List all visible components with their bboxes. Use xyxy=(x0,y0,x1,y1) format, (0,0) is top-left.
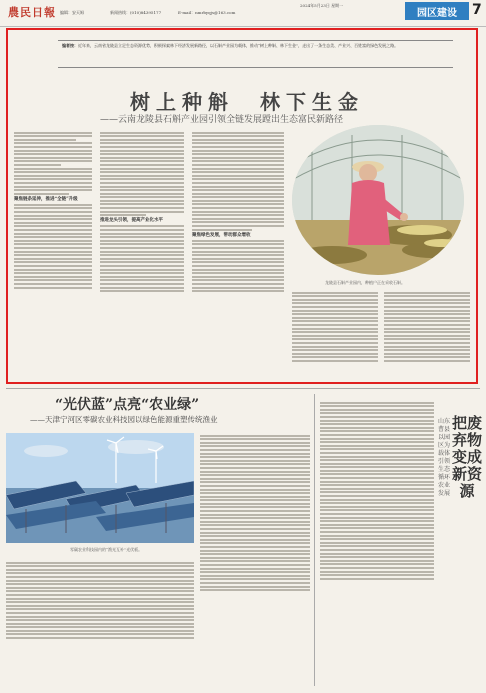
article-column-2 xyxy=(100,130,184,380)
article-column-3 xyxy=(192,130,284,380)
main-headline: 树上种斛 林下生金 xyxy=(130,90,364,114)
greenhouse-photo-caption: 龙陵县石斛产业园内，种植户正在采收石斛。 xyxy=(325,280,405,285)
solar-feature-subheadline: ——天津宁河区零碳农业科技园以绿色能源重塑传统渔业 xyxy=(30,415,218,424)
solar-article-column-1 xyxy=(200,433,310,683)
main-subheadline: ——云南龙陵县石斛产业园引领全链发展蹚出生态富民新路径 xyxy=(100,115,344,125)
solar-photo-caption: 零碳农业科技园内的“渔光互补”光伏板。 xyxy=(70,547,143,552)
solar-panel-illustration xyxy=(6,433,194,543)
waste-feature-subheadline: 山东曹县以园区为载体引领生态循环农业发展 xyxy=(438,418,451,497)
waste-feature-headline: 把废弃物变成新资源 xyxy=(452,414,483,500)
section-divider xyxy=(6,388,480,389)
section-head-3: 聚焦绿色发展，带动群众增收 xyxy=(192,232,251,238)
editor-line: 编辑：安天姆 xyxy=(60,10,84,15)
article-column-4 xyxy=(292,290,378,378)
article-column-5 xyxy=(384,290,470,378)
page-number: 7 xyxy=(472,2,482,18)
editors-note-label: 编者按： xyxy=(62,43,78,48)
email-line: E-mail：nmrbyqjs@163.com xyxy=(178,10,236,15)
editors-note xyxy=(58,40,453,68)
column-divider xyxy=(314,394,315,686)
solar-article-column-2 xyxy=(6,560,194,685)
section-badge: 园区建设 xyxy=(405,2,469,20)
newspaper-logo: 農民日報 xyxy=(8,6,56,19)
article-column-1 xyxy=(14,130,92,380)
masthead xyxy=(0,0,486,27)
section-head-1: 聚焦链条延伸，推进“全链”升级 xyxy=(14,196,78,202)
solar-feature-headline: “光伏蓝”点亮“农业绿” xyxy=(55,397,200,413)
greenhouse-farmer-photo xyxy=(292,125,464,275)
phone-line: 新闻热线：(010)84395177 xyxy=(110,10,162,15)
greenhouse-farmer-illustration xyxy=(292,125,464,275)
editors-note-text: 近年来，云南省龙陵县立足生态资源优势，积极探索林下经济发展新路径，以石斛产业园为载体，推动“树上种斛、林下生金”，走出了一条生态美、产业兴、百姓富的绿色发展之路。 xyxy=(78,43,399,48)
waste-article-body xyxy=(320,400,434,685)
date-line: 2024年5月23日 星期一 xyxy=(300,3,344,8)
section-head-2: 推进龙头引领，提高产业化水平 xyxy=(100,218,163,224)
solar-panel-photo xyxy=(6,433,194,543)
